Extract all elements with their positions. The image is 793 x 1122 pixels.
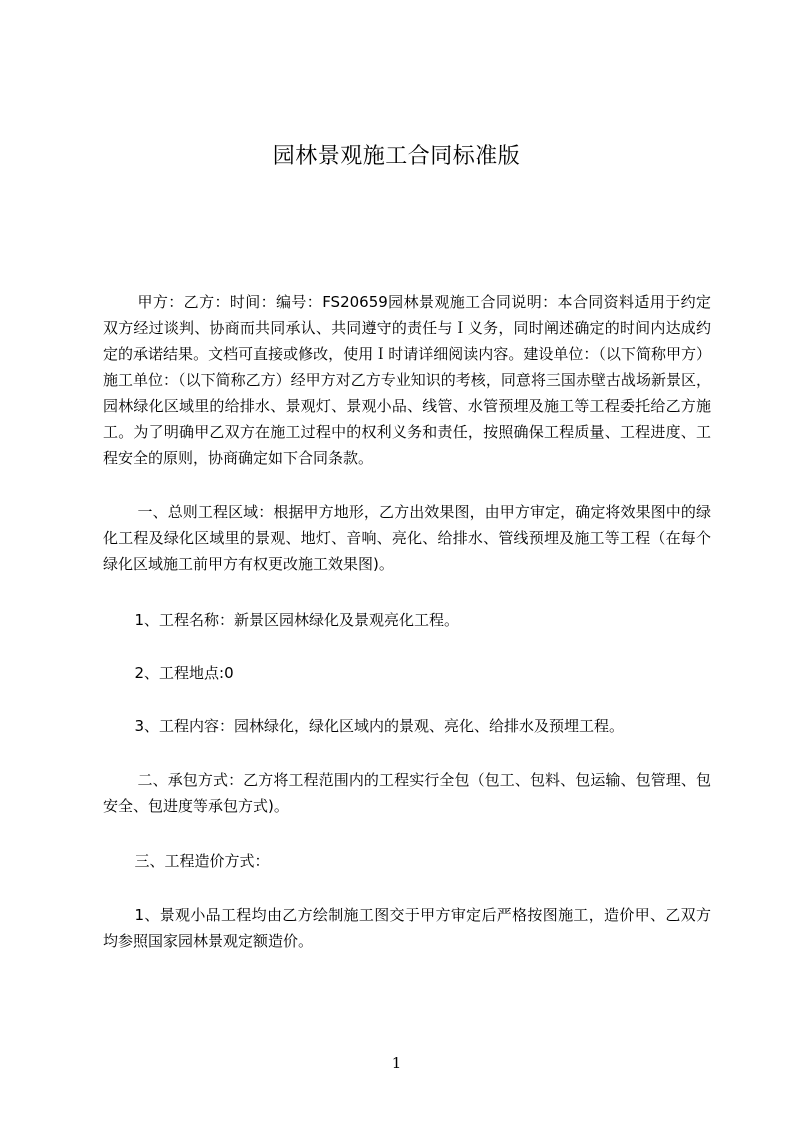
section-1-general: 一、总则工程区域：根据甲方地形，乙方出效果图，由甲方审定，确定将效果图中的绿化工程及绿化区域里的景观、地灯、音响、亮化、给排水、管线预埋及施工等工程（在每个绿化区域施工前甲方有权更改施工效果图)。 <box>103 503 711 573</box>
section-3-cost-method: 三、工程造价方式： <box>134 852 270 870</box>
document-title: 园林景观施工合同标准版 <box>272 144 521 169</box>
page-number: 1 <box>391 1054 402 1072</box>
section-3-item-1: 1、景观小品工程均由乙方绘制施工图交于甲方审定后严格按图施工，造价甲、乙双方均参照国家园林景观定额造价。 <box>103 906 711 950</box>
section-2-contract-method: 二、承包方式：乙方将工程范围内的工程实行全包（包工、包料、包运输、包管理、包安全、包进度等承包方式)。 <box>103 771 711 815</box>
item-project-name: 1、工程名称：新景区园林绿化及景观亮化工程。 <box>134 611 460 629</box>
item-project-content: 3、工程内容：园林绿化，绿化区域内的景观、亮化、给排水及预埋工程。 <box>134 717 625 735</box>
item-project-location: 2、工程地点:0 <box>134 664 234 682</box>
intro-paragraph: 甲方：乙方：时间：编号：FS20659园林景观施工合同说明：本合同资料适用于约定双方经过谈判、协商而共同承认、共同遵守的责任与Ｉ义务，同时阐述确定的时间内达成约定的承诺结果。文档可直接或修改，使用Ｉ时请详细阅读内容。建设单位：（以下简称甲方）施工单位：（以下简称乙方）经甲方对乙方专业知识的考核，同意将三国赤壁古战场新景区，园林绿化区域里的给排水、景观灯、景观小品、线管、水管预埋及施工等工程委托给乙方施工。为了明确甲乙双方在施工过程中的权利义务和责任，按照确保工程质量、工程进度、工程安全的原则，协商确定如下合同条款。 <box>103 293 711 467</box>
